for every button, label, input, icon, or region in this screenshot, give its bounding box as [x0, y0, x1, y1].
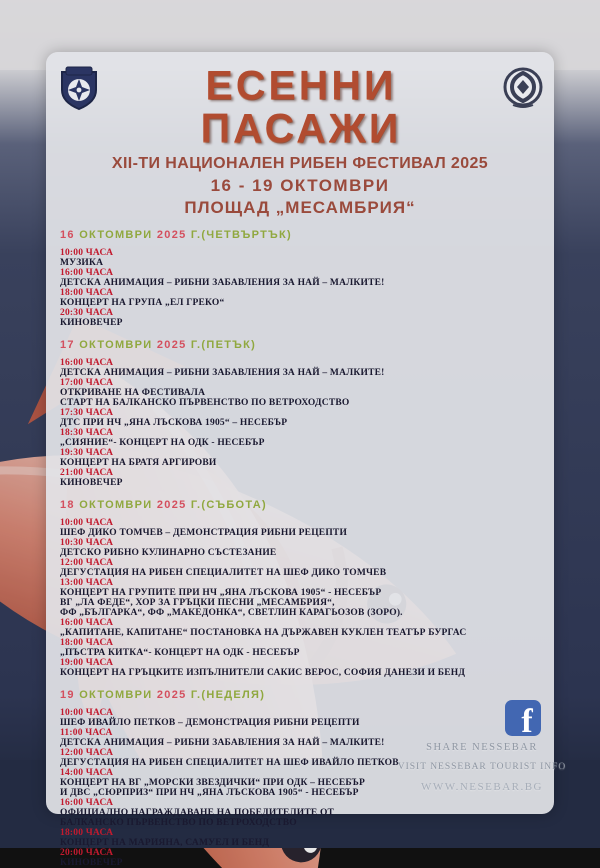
day-header-word: ОКТОМВРИ: [74, 339, 153, 352]
poster-subtitle: XII-ТИ НАЦИОНАЛЕН РИБЕН ФЕСТИВАЛ 2025: [111, 155, 489, 173]
day-header-word: Г.(ПЕТЪК): [186, 339, 257, 352]
event-time: 16:00 ЧАСА: [60, 358, 114, 369]
event-title: КИНОВЕЧЕР: [60, 858, 123, 868]
poster-panel: [46, 52, 554, 868]
day-header-word: Г.(НЕДЕЛЯ): [186, 689, 266, 702]
event-time: 19:00 ЧАСА: [60, 658, 114, 669]
poster-dates: 16 - 19 ОКТОМВРИ: [210, 176, 390, 196]
day-section: [60, 499, 542, 678]
event-time: 19:30 ЧАСА: [60, 448, 114, 459]
event-time: 11:00 ЧАСА: [60, 728, 113, 739]
event-title: ОТКРИВАНЕ НА ФЕСТИВАЛА: [60, 388, 206, 399]
event-title: И ДВС „СЮРПРИЗ“ ПРИ НЧ „ЯНА ЛЪСКОВА 1905“ - НЕСЕБЪР: [60, 788, 359, 799]
day-header-number: 19: [60, 689, 75, 702]
event-title: ШЕФ ДИКО ТОМЧЕВ – ДЕМОНСТРАЦИЯ РИБНИ РЕЦЕПТИ: [60, 528, 348, 539]
event-title: КИНОВЕЧЕР: [60, 318, 123, 329]
nessebar-crest-logo: [56, 64, 102, 112]
day-header-number: 2025: [152, 499, 187, 512]
day-header-number: 17: [60, 339, 75, 352]
day-header-word: ОКТОМВРИ: [74, 229, 153, 242]
event-time: 18:00 ЧАСА: [60, 288, 114, 299]
event-title: ДЕТСКА АНИМАЦИЯ – РИБНИ ЗАБАВЛЕНИЯ ЗА НАЙ – МАЛКИТЕ!: [60, 368, 385, 379]
event-title: ВГ „ЛА ФЕДЕ“, ХОР ЗА ГРЪЦКИ ПЕСНИ „МЕСАМБРИЯ“,: [60, 598, 335, 609]
day-header-number: 18: [60, 499, 75, 512]
day-header: [60, 229, 542, 241]
event-title: КОНЦЕРТ НА ГРУПИТЕ ПРИ НЧ „ЯНА ЛЪСКОВА 1905“ - НЕСЕБЪР: [60, 588, 382, 599]
event-time: 18:00 ЧАСА: [60, 638, 114, 649]
event-title: „КАПИТАНЕ, КАПИТАНЕ“ ПОСТАНОВКА НА ДЪРЖАВЕН КУКЛЕН ТЕАТЪР БУРГАС: [60, 628, 467, 639]
event-title: СТАРТ НА БАЛКАНСКО ПЪРВЕНСТВО ПО ВЕТРОХОДСТВО: [60, 398, 350, 409]
event-time: 12:00 ЧАСА: [60, 748, 114, 759]
event-title: ДЕГУСТАЦИЯ НА РИБЕН СПЕЦИАЛИТЕТ НА ШЕФ ИВАЙЛО ПЕТКОВ: [60, 758, 399, 769]
facebook-icon[interactable]: [505, 700, 541, 740]
footer-links: [396, 742, 568, 793]
event-title: БАЛКАНСКО ПЪРВЕНСТВО ПО ВЕТРОХОДСТВО: [60, 818, 297, 829]
event-time: 14:00 ЧАСА: [60, 768, 114, 779]
website-url[interactable]: WWW.NESEBAR.BG: [420, 781, 544, 793]
day-header: [60, 339, 542, 351]
event-time: 20:00 ЧАСА: [60, 848, 114, 859]
day-header-number: 2025: [152, 229, 187, 242]
share-nessebar-label: SHARE NESSEBAR: [426, 742, 538, 753]
day-header-number: 2025: [152, 689, 187, 702]
day-header-number: 16: [60, 229, 75, 242]
visit-nessebar-label: VISIT NESSEBAR TOURIST INFO: [397, 762, 567, 772]
title-block: [102, 64, 500, 150]
event-title: КОНЦЕРТ НА ВГ „МОРСКИ ЗВЕЗДИЧКИ“ ПРИ ОДК – НЕСЕБЪР: [60, 778, 365, 789]
event-time: 12:00 ЧАСА: [60, 558, 114, 569]
event-time: 16:00 ЧАСА: [60, 268, 114, 279]
day-header-word: ОКТОМВРИ: [74, 689, 153, 702]
day-header: [60, 499, 542, 511]
event-time: 16:00 ЧАСА: [60, 798, 114, 809]
event-title: КОНЦЕРТ НА ГРЪЦКИТЕ ИЗПЪЛНИТЕЛИ САКИС ВЕРОС, СОФИЯ ДАНЕЗИ И БЕНД: [60, 668, 466, 679]
event-time: 18:00 ЧАСА: [60, 828, 114, 839]
event-title: КИНОВЕЧЕР: [60, 478, 123, 489]
event-title: ОФИЦИАЛНО НАГРАЖДАВАНЕ НА ПОБЕДИТЕЛИТЕ ОТ: [60, 808, 335, 819]
day-header-word: Г.(ЧЕТВЪРТЪК): [186, 229, 292, 242]
poster-header: [46, 60, 554, 150]
event-title: ФФ „БЪЛГАРКА“, ФФ „МАКЕДОНКА“, СВЕТЛИН КАРАГЬОЗОВ (ЗОРО).: [60, 608, 403, 619]
event-title: ДЕТСКА АНИМАЦИЯ – РИБНИ ЗАБАВЛЕНИЯ ЗА НАЙ – МАЛКИТЕ!: [60, 278, 385, 289]
event-title: ШЕФ ИВАЙЛО ПЕТКОВ – ДЕМОНСТРАЦИЯ РИБНИ РЕЦЕПТИ: [60, 718, 360, 729]
event-title: КОНЦЕРТ НА МАРИЯНА, САМУЕЛ И БЕНД: [60, 838, 270, 849]
event-time: 10:00 ЧАСА: [60, 248, 114, 259]
event-time: 18:30 ЧАСА: [60, 428, 114, 439]
ancient-nessebar-logo: [500, 64, 546, 112]
event-title: „СИЯНИЕ“- КОНЦЕРТ НА ОДК - НЕСЕБЪР: [60, 438, 265, 449]
event-title: „ПЪСТРА КИТКА“- КОНЦЕРТ НА ОДК - НЕСЕБЪР: [60, 648, 300, 659]
event-title: ДЕГУСТАЦИЯ НА РИБЕН СПЕЦИАЛИТЕТ НА ШЕФ ДИКО ТОМЧЕВ: [60, 568, 387, 579]
day-section: [60, 339, 542, 488]
event-time: 20:30 ЧАСА: [60, 308, 114, 319]
day-header-word: Г.(СЪБОТА): [186, 499, 267, 512]
event-time: 21:00 ЧАСА: [60, 468, 114, 479]
event-title: КОНЦЕРТ НА ГРУПА „ЕЛ ГРЕКО“: [60, 298, 225, 309]
event-title: ДТС ПРИ НЧ „ЯНА ЛЪСКОВА 1905“ – НЕСЕБЪР: [60, 418, 288, 429]
event-title: ДЕТСКО РИБНО КУЛИНАРНО СЪСТЕЗАНИЕ: [60, 548, 277, 559]
facebook-letter: f: [521, 703, 533, 740]
day-header-word: ОКТОМВРИ: [74, 499, 153, 512]
event-title: МУЗИКА: [60, 258, 104, 269]
event-time: 16:00 ЧАСА: [60, 618, 114, 629]
event-time: 17:00 ЧАСА: [60, 378, 114, 389]
event-time: 13:00 ЧАСА: [60, 578, 114, 589]
poster-venue: ПЛОЩАД „МЕСАМБРИЯ“: [184, 198, 416, 218]
event-time: 10:00 ЧАСА: [60, 518, 114, 529]
day-header: [60, 689, 542, 701]
poster-title: ЕСЕННИ ПАСАЖИ: [200, 62, 402, 152]
event-time: 17:30 ЧАСА: [60, 408, 114, 419]
event-title: ДЕТСКА АНИМАЦИЯ – РИБНИ ЗАБАВЛЕНИЯ ЗА НАЙ – МАЛКИТЕ!: [60, 738, 385, 749]
day-section: [60, 229, 542, 328]
day-header-number: 2025: [152, 339, 187, 352]
event-title: КОНЦЕРТ НА БРАТЯ АРГИРОВИ: [60, 458, 217, 469]
event-time: 10:00 ЧАСА: [60, 708, 114, 719]
event-time: 10:30 ЧАСА: [60, 538, 114, 549]
